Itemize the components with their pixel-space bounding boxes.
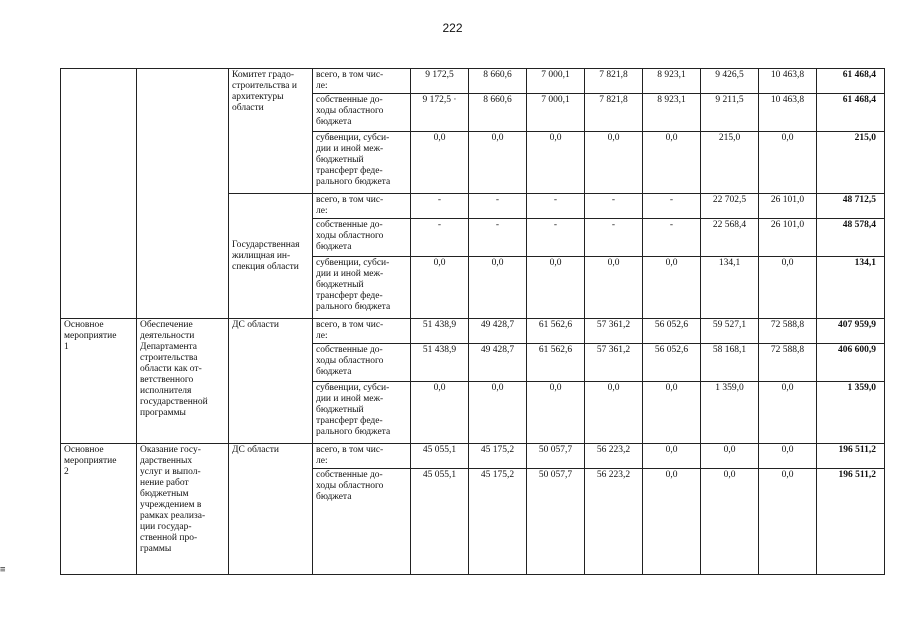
year-amount-cell: 45 175,2 xyxy=(469,444,527,469)
year-amount-cell: 0,0 xyxy=(701,469,759,575)
year-amount-cell: 10 463,8 xyxy=(759,94,817,132)
total-amount-cell: 48 712,5 xyxy=(817,194,885,219)
year-amount-cell: 1 359,0 xyxy=(701,382,759,444)
year-amount-cell: 58 168,1 xyxy=(701,344,759,382)
total-amount-cell: 61 468,4 xyxy=(817,69,885,94)
funding-source-cell: всего, в том чис- ле: xyxy=(313,444,411,469)
year-amount-cell: 49 428,7 xyxy=(469,319,527,344)
year-amount-cell: 0,0 xyxy=(411,257,469,319)
funding-source-cell: собственные до- ходы областного бюджета xyxy=(313,94,411,132)
total-amount-cell: 196 511,2 xyxy=(817,469,885,575)
executor-cell: Государственная жилищная ин- спекция области xyxy=(229,194,313,319)
year-amount-cell: 7 821,8 xyxy=(585,94,643,132)
table-row xyxy=(61,319,885,344)
budget-table xyxy=(60,68,885,575)
year-amount-cell: 50 057,7 xyxy=(527,469,585,575)
executor-cell: ДС области xyxy=(229,319,313,444)
year-amount-cell: 10 463,8 xyxy=(759,69,817,94)
year-amount-cell: 8 923,1 xyxy=(643,94,701,132)
year-amount-cell: 0,0 xyxy=(411,132,469,194)
scan-edge-mark: ≡ xyxy=(0,565,6,575)
year-amount-cell: 8 660,6 xyxy=(469,69,527,94)
year-amount-cell: 0,0 xyxy=(759,444,817,469)
year-amount-cell: 7 000,1 xyxy=(527,94,585,132)
year-amount-cell: 0,0 xyxy=(759,132,817,194)
table-row xyxy=(61,444,885,469)
year-amount-cell: 0,0 xyxy=(585,382,643,444)
year-amount-cell: 49 428,7 xyxy=(469,344,527,382)
funding-source-cell: всего, в том чис- ле: xyxy=(313,69,411,94)
year-amount-cell: 0,0 xyxy=(527,382,585,444)
funding-source-cell: собственные до- ходы областного бюджета xyxy=(313,219,411,257)
year-amount-cell: 57 361,2 xyxy=(585,319,643,344)
year-amount-cell: - xyxy=(643,219,701,257)
year-amount-cell: 0,0 xyxy=(585,132,643,194)
year-amount-cell: 56 223,2 xyxy=(585,469,643,575)
executor-cell: Комитет градо- строительства и архитектуры области xyxy=(229,69,313,194)
year-amount-cell: 0,0 xyxy=(643,257,701,319)
year-amount-cell: 0,0 xyxy=(527,132,585,194)
year-amount-cell: 72 588,8 xyxy=(759,319,817,344)
year-amount-cell: - xyxy=(411,219,469,257)
year-amount-cell: 51 438,9 xyxy=(411,344,469,382)
year-amount-cell: 56 223,2 xyxy=(585,444,643,469)
year-amount-cell: 0,0 xyxy=(469,132,527,194)
executor-cell: ДС области xyxy=(229,444,313,575)
year-amount-cell: 26 101,0 xyxy=(759,219,817,257)
year-amount-cell: 56 052,6 xyxy=(643,319,701,344)
year-amount-cell: 215,0 xyxy=(701,132,759,194)
year-amount-cell: - xyxy=(411,194,469,219)
budget-table-body xyxy=(61,69,885,575)
total-amount-cell: 48 578,4 xyxy=(817,219,885,257)
event-name-cell: Основное мероприятие 1 xyxy=(61,319,137,444)
event-name-cell xyxy=(61,69,137,319)
year-amount-cell: 0,0 xyxy=(643,469,701,575)
year-amount-cell: 22 568,4 xyxy=(701,219,759,257)
table-row xyxy=(61,69,885,94)
year-amount-cell: 0,0 xyxy=(701,444,759,469)
year-amount-cell: 61 562,6 xyxy=(527,319,585,344)
year-amount-cell: 9 172,5 · xyxy=(411,94,469,132)
funding-source-cell: субвенции, субси- дии и иной меж- бюджетный трансферт феде- рального бюджета xyxy=(313,257,411,319)
year-amount-cell: 26 101,0 xyxy=(759,194,817,219)
year-amount-cell: 7 821,8 xyxy=(585,69,643,94)
year-amount-cell: 50 057,7 xyxy=(527,444,585,469)
year-amount-cell: 0,0 xyxy=(643,382,701,444)
year-amount-cell: 0,0 xyxy=(585,257,643,319)
funding-source-cell: собственные до- ходы областного бюджета xyxy=(313,344,411,382)
total-amount-cell: 215,0 xyxy=(817,132,885,194)
year-amount-cell: 0,0 xyxy=(759,382,817,444)
year-amount-cell: - xyxy=(643,194,701,219)
page-number: 222 xyxy=(442,21,463,35)
funding-source-cell: субвенции, субси- дии и иной меж- бюджетный трансферт феде- рального бюджета xyxy=(313,132,411,194)
year-amount-cell: - xyxy=(585,219,643,257)
event-description-cell: Оказание госу- дарственных услуг и выпол- нение работ бюджетным учреждением в рамках реализа- ции государ- ственной про- граммы xyxy=(137,444,229,575)
year-amount-cell: 8 660,6 xyxy=(469,94,527,132)
year-amount-cell: 0,0 xyxy=(759,469,817,575)
year-amount-cell: - xyxy=(469,219,527,257)
year-amount-cell: - xyxy=(469,194,527,219)
year-amount-cell: 56 052,6 xyxy=(643,344,701,382)
year-amount-cell: 59 527,1 xyxy=(701,319,759,344)
year-amount-cell: 8 923,1 xyxy=(643,69,701,94)
year-amount-cell: 0,0 xyxy=(469,257,527,319)
total-amount-cell: 134,1 xyxy=(817,257,885,319)
total-amount-cell: 407 959,9 xyxy=(817,319,885,344)
year-amount-cell: 7 000,1 xyxy=(527,69,585,94)
total-amount-cell: 196 511,2 xyxy=(817,444,885,469)
year-amount-cell: 22 702,5 xyxy=(701,194,759,219)
year-amount-cell: 9 172,5 xyxy=(411,69,469,94)
funding-source-cell: субвенции, субси- дии и иной меж- бюджетный трансферт феде- рального бюджета xyxy=(313,382,411,444)
event-name-cell: Основное мероприятие 2 xyxy=(61,444,137,575)
funding-source-cell: всего, в том чис- ле: xyxy=(313,319,411,344)
year-amount-cell: 0,0 xyxy=(759,257,817,319)
total-amount-cell: 406 600,9 xyxy=(817,344,885,382)
year-amount-cell: 61 562,6 xyxy=(527,344,585,382)
year-amount-cell: - xyxy=(585,194,643,219)
year-amount-cell: 45 055,1 xyxy=(411,444,469,469)
total-amount-cell: 1 359,0 xyxy=(817,382,885,444)
year-amount-cell: 9 211,5 xyxy=(701,94,759,132)
event-description-cell xyxy=(137,69,229,319)
year-amount-cell: 45 175,2 xyxy=(469,469,527,575)
year-amount-cell: - xyxy=(527,219,585,257)
year-amount-cell: 0,0 xyxy=(643,132,701,194)
year-amount-cell: 72 588,8 xyxy=(759,344,817,382)
event-description-cell: Обеспечение деятельности Департамента строительства области как от- ветственного исполнителя государственной программы xyxy=(137,319,229,444)
year-amount-cell: 0,0 xyxy=(411,382,469,444)
year-amount-cell: 0,0 xyxy=(527,257,585,319)
total-amount-cell: 61 468,4 xyxy=(817,94,885,132)
year-amount-cell: - xyxy=(527,194,585,219)
year-amount-cell: 51 438,9 xyxy=(411,319,469,344)
funding-source-cell: всего, в том чис- ле: xyxy=(313,194,411,219)
year-amount-cell: 0,0 xyxy=(469,382,527,444)
year-amount-cell: 45 055,1 xyxy=(411,469,469,575)
funding-source-cell: собственные до- ходы областного бюджета xyxy=(313,469,411,575)
year-amount-cell: 0,0 xyxy=(643,444,701,469)
year-amount-cell: 9 426,5 xyxy=(701,69,759,94)
year-amount-cell: 134,1 xyxy=(701,257,759,319)
year-amount-cell: 57 361,2 xyxy=(585,344,643,382)
